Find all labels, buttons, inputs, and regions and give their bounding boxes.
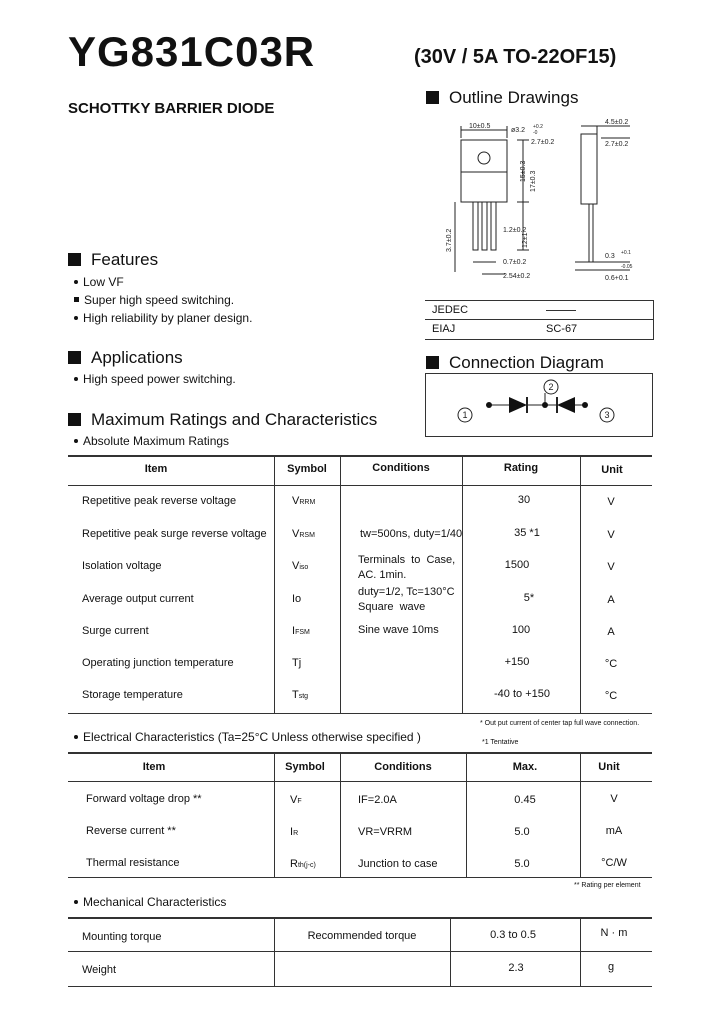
section-square-icon	[426, 91, 439, 104]
bullet-icon	[74, 316, 78, 320]
feature-item: Low VF	[74, 275, 124, 289]
dim-side-tol-minus: -0.05	[621, 264, 633, 270]
table-row-unit: A	[607, 594, 615, 606]
dim-hole: ø3.2	[511, 127, 526, 134]
pin3-label: 3	[604, 410, 610, 420]
col-item: Item	[144, 463, 168, 475]
table-row-item: Isolation voltage	[82, 560, 162, 572]
col-conditions: Conditions	[374, 761, 432, 773]
mechanical-heading: Mechanical Characteristics	[74, 895, 226, 909]
table-row-item: Forward voltage drop **	[86, 793, 202, 805]
bullet-icon	[74, 900, 78, 904]
footnote-per-element: ** Rating per element	[574, 882, 641, 889]
table-row-value: 0.3 to 0.5	[490, 929, 536, 941]
table-row-unit: A	[607, 626, 615, 638]
dim-lead-thick: 0.7±0.2	[503, 259, 527, 266]
table-row-symbol: VRSM	[292, 528, 315, 540]
section-square-icon	[426, 356, 439, 369]
table-row-rating: +150	[504, 656, 530, 668]
table-row-symbol: Tj	[292, 657, 302, 669]
table-row-rating: -40 to +150	[494, 688, 550, 700]
section-square-icon	[68, 351, 81, 364]
footnote-tentative: *1 Tentative	[482, 739, 519, 746]
jedec-label: JEDEC	[432, 304, 469, 316]
package-spec: (30V / 5A TO-22OF15)	[414, 46, 617, 68]
table-row-unit: °C	[604, 658, 618, 670]
diode-left-icon	[509, 397, 527, 413]
table-row-condition: Sine wave 10ms	[358, 624, 439, 636]
table-row-unit: mA	[605, 825, 623, 837]
jedec-value-dash	[546, 310, 576, 311]
pin2-label: 2	[548, 382, 554, 392]
max-ratings-heading: Maximum Ratings and Characteristics	[68, 410, 377, 430]
table-row-condition: Recommended torque	[307, 930, 417, 942]
table-row-item: Repetitive peak surge reverse voltage	[82, 528, 267, 540]
dim-hole-tol-plus: +0.2	[533, 124, 543, 130]
table-row-item: Repetitive peak reverse voltage	[82, 495, 237, 507]
bullet-icon	[74, 297, 79, 302]
table-row-symbol: IFSM	[292, 625, 310, 637]
col-unit: Unit	[601, 464, 623, 476]
part-number-title: YG831C03R	[68, 28, 316, 75]
table-row-unit: °C/W	[601, 857, 627, 869]
table-row-symbol: Viso	[292, 560, 309, 572]
section-square-icon	[68, 253, 81, 266]
bullet-icon	[74, 280, 78, 284]
table-row-unit: N · m	[600, 927, 628, 939]
table-row-item: Surge current	[82, 625, 149, 637]
device-subtitle: SCHOTTKY BARRIER DIODE	[68, 100, 275, 117]
table-row-value: 2.3	[508, 962, 524, 974]
col-unit: Unit	[598, 761, 620, 773]
dim-lead-width: 1.2±0.2	[503, 227, 527, 234]
table-row-condition: Junction to case	[358, 858, 438, 870]
dim-side-tol-plus: +0.1	[621, 250, 631, 256]
dim-side-bottom: 0.6+0.1	[605, 275, 629, 282]
table-row-item: Operating junction temperature	[82, 657, 234, 669]
table-row-unit: V	[607, 561, 615, 573]
table-row-item: Storage temperature	[82, 689, 183, 701]
eiaj-label: EIAJ	[432, 323, 456, 335]
table-row-unit: V	[607, 496, 615, 508]
package-body-side	[581, 134, 597, 204]
table-row-item: Weight	[82, 964, 117, 976]
col-item: Item	[142, 761, 166, 773]
table-row-condition: tw=500ns, duty=1/40	[360, 528, 463, 540]
table-row-rating: 100	[511, 624, 531, 636]
table-row-condition: Terminals to Case, AC. 1min.	[358, 554, 456, 581]
outline-drawing	[425, 112, 655, 298]
table-row-max: 5.0	[514, 826, 530, 838]
col-conditions: Conditions	[372, 462, 430, 474]
bullet-icon	[74, 377, 78, 381]
col-rating: Rating	[503, 462, 539, 474]
features-heading: Features	[68, 250, 158, 270]
col-symbol: Symbol	[287, 463, 327, 475]
table-row-unit: V	[607, 529, 615, 541]
table-row-symbol: Io	[292, 593, 302, 605]
table-row-max: 5.0	[514, 858, 530, 870]
dim-lead-length: 12±1	[522, 232, 529, 248]
electrical-heading: Electrical Characteristics (Ta=25°C Unless otherwise specified )	[74, 730, 421, 744]
dim-side-top: 2.7±0.2	[605, 141, 629, 148]
bullet-icon	[74, 439, 78, 443]
application-item: High speed power switching.	[74, 372, 236, 386]
table-row-rating: 30	[517, 494, 531, 506]
table-row-condition: VR=VRRM	[358, 826, 413, 838]
section-square-icon	[68, 413, 81, 426]
table-row-max: 0.45	[514, 794, 536, 806]
connection-diagram	[425, 373, 653, 437]
table-row-condition: duty=1/2, Tc=130°C Square wave	[358, 586, 455, 613]
dim-side-width: 4.5±0.2	[605, 119, 629, 126]
table-row-condition: IF=2.0A	[358, 794, 397, 806]
applications-heading: Applications	[68, 348, 183, 368]
connection-heading: Connection Diagram	[426, 353, 604, 373]
abs-max-subheading: Absolute Maximum Ratings	[74, 434, 229, 448]
diode-right-icon	[557, 397, 575, 413]
table-row-unit: °C	[604, 690, 618, 702]
table-row-unit: g	[607, 961, 615, 973]
dim-hole-tol-minus: -0	[533, 130, 538, 136]
dim-width: 10±0.5	[469, 123, 491, 130]
dim-side-lead: 0.3	[605, 253, 615, 260]
eiaj-value: SC-67	[546, 323, 578, 335]
table-row-item: Thermal resistance	[86, 857, 180, 869]
dim-total-height: 17±0.3	[530, 170, 537, 192]
bullet-icon	[74, 735, 78, 739]
feature-item: Super high speed switching.	[74, 293, 234, 307]
package-body-front	[461, 140, 507, 202]
col-symbol: Symbol	[285, 761, 325, 773]
feature-item: High reliability by planer design.	[74, 311, 252, 325]
footnote-output-current: * Out put current of center tap full wave connection.	[480, 720, 640, 727]
dim-body-height: 15±0.3	[520, 160, 527, 182]
table-row-item: Reverse current **	[86, 825, 176, 837]
table-row-symbol: VRRM	[292, 495, 316, 507]
table-row-symbol: IR	[290, 826, 299, 838]
table-row-symbol: VF	[290, 794, 302, 806]
dim-top: 2.7±0.2	[531, 139, 555, 146]
table-row-symbol: Tstg	[292, 689, 309, 701]
col-max: Max.	[512, 761, 538, 773]
dim-lead-side: 3.7±0.2	[446, 228, 453, 252]
table-row-rating: 5*	[523, 592, 535, 604]
table-row-item: Average output current	[82, 593, 194, 605]
table-row-rating: 35 *1	[514, 527, 540, 539]
dim-pitch: 2.54±0.2	[503, 273, 531, 280]
pin1-label: 1	[462, 410, 468, 420]
outline-heading: Outline Drawings	[426, 88, 578, 108]
table-row-item: Mounting torque	[82, 931, 162, 943]
table-row-symbol: Rth(j-c)	[290, 858, 316, 870]
table-row-unit: V	[610, 793, 618, 805]
mounting-hole	[478, 152, 490, 164]
table-row-rating: 1500	[504, 559, 530, 571]
